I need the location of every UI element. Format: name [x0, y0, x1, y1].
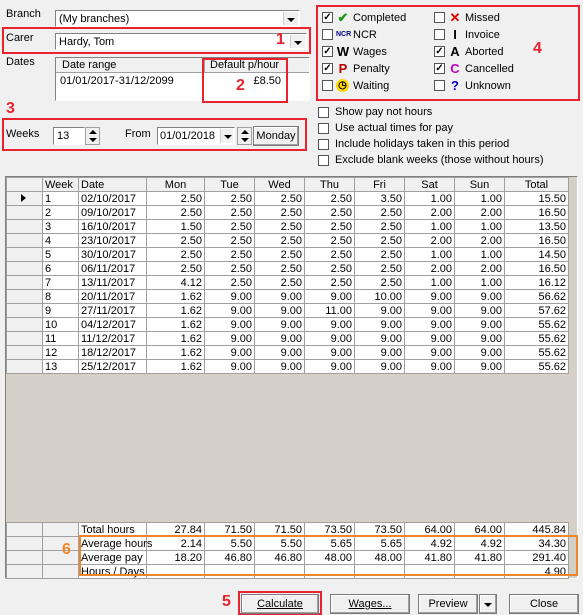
- legend-checkbox[interactable]: ✓: [323, 63, 332, 74]
- table-row[interactable]: [7, 304, 569, 318]
- table-cell: 2.50: [305, 248, 355, 262]
- table-cell: 30/10/2017: [79, 248, 147, 262]
- table-row[interactable]: [7, 332, 569, 346]
- row-indicator: [7, 262, 43, 276]
- table-cell: 18/12/2017: [79, 346, 147, 360]
- table-cell: 2.50: [355, 248, 405, 262]
- cross-icon: ✕: [449, 10, 461, 25]
- table-cell: 11: [43, 332, 79, 346]
- table-cell: 2.50: [255, 206, 305, 220]
- table-cell: 9.00: [405, 346, 455, 360]
- table-cell: 10: [43, 318, 79, 332]
- table-cell: 16/10/2017: [79, 220, 147, 234]
- table-cell: 1.00: [405, 192, 455, 206]
- aborted-icon: A: [450, 44, 460, 59]
- table-cell: 1.00: [455, 192, 505, 206]
- calculate-button[interactable]: [241, 594, 319, 614]
- table-cell: 9.00: [305, 318, 355, 332]
- table-row[interactable]: [7, 360, 569, 374]
- table-cell: 2.50: [255, 234, 305, 248]
- summary-cell: 5.65: [355, 537, 405, 551]
- summary-cell: 73.50: [355, 523, 405, 537]
- legend-label: Waiting: [353, 80, 390, 92]
- table-cell: 2.50: [355, 276, 405, 290]
- table-cell: 9.00: [305, 346, 355, 360]
- table-cell: 2.50: [205, 262, 255, 276]
- table-cell: 13/11/2017: [79, 276, 147, 290]
- table-row[interactable]: [7, 318, 569, 332]
- col-header-total[interactable]: Total: [505, 178, 569, 192]
- summary-cell: 46.80: [205, 551, 255, 565]
- legend-checkbox[interactable]: ✓: [435, 63, 444, 74]
- table-cell: 7: [43, 276, 79, 290]
- table-cell: 11.00: [305, 304, 355, 318]
- table-cell: 2.50: [305, 192, 355, 206]
- table-cell: 9.00: [405, 318, 455, 332]
- annotation-3: 3: [6, 100, 15, 117]
- table-cell: 2.50: [355, 206, 405, 220]
- table-cell: 9.00: [455, 318, 505, 332]
- check-icon: ✔: [337, 10, 349, 25]
- table-cell: 1.62: [147, 332, 205, 346]
- preview-button[interactable]: Preview: [418, 594, 478, 614]
- row-indicator: [7, 304, 43, 318]
- table-row[interactable]: [7, 276, 569, 290]
- table-cell: 55.62: [505, 318, 569, 332]
- summary-cell: 4.92: [455, 537, 505, 551]
- table-cell: 4: [43, 234, 79, 248]
- summary-label: Average pay: [79, 551, 147, 565]
- row-indicator: [43, 551, 79, 565]
- option-label: Use actual times for pay: [335, 122, 453, 134]
- highlight-box-1: [2, 27, 311, 54]
- pay-rate-value: £8.50: [253, 75, 281, 87]
- close-button[interactable]: Close: [509, 594, 579, 614]
- summary-cell: 41.80: [455, 551, 505, 565]
- table-cell: 25/12/2017: [79, 360, 147, 374]
- table-cell: 55.62: [505, 346, 569, 360]
- legend-label: Wages: [353, 46, 387, 58]
- summary-label: Hours / Days: [79, 565, 147, 579]
- table-row[interactable]: [7, 248, 569, 262]
- summary-cell: 71.50: [205, 523, 255, 537]
- summary-cell: 64.00: [405, 523, 455, 537]
- hours-grid[interactable]: [5, 176, 578, 579]
- col-header-thu[interactable]: Thu: [305, 178, 355, 192]
- annotation-4: 4: [533, 40, 542, 57]
- table-cell: 9.00: [355, 304, 405, 318]
- summary-cell: 291.40: [505, 551, 569, 565]
- legend-checkbox[interactable]: [434, 80, 445, 91]
- table-cell: 2.50: [147, 262, 205, 276]
- invoice-icon: I: [453, 27, 457, 42]
- row-indicator: [7, 523, 43, 537]
- table-row[interactable]: [7, 206, 569, 220]
- table-cell: 9.00: [355, 346, 405, 360]
- table-cell: 2.50: [205, 248, 255, 262]
- row-indicator: [7, 234, 43, 248]
- carer-value: Hardy, Tom: [59, 36, 115, 48]
- row-indicator: [7, 346, 43, 360]
- summary-label: Total hours: [79, 523, 147, 537]
- table-cell: 2.50: [305, 234, 355, 248]
- table-cell: 55.62: [505, 332, 569, 346]
- table-cell: 9.00: [205, 346, 255, 360]
- table-cell: 9.00: [455, 346, 505, 360]
- option-label: Include holidays taken in this period: [335, 138, 510, 150]
- table-cell: 2.50: [305, 276, 355, 290]
- table-cell: 9.00: [405, 360, 455, 374]
- row-indicator: [7, 206, 43, 220]
- row-indicator: [7, 220, 43, 234]
- table-cell: 4.12: [147, 276, 205, 290]
- table-cell: 2.50: [255, 220, 305, 234]
- row-indicator: [43, 523, 79, 537]
- legend-checkbox[interactable]: [322, 29, 333, 40]
- table-cell: 9.00: [205, 360, 255, 374]
- table-cell: 23/10/2017: [79, 234, 147, 248]
- summary-cell: 27.84: [147, 523, 205, 537]
- spin-down-icon[interactable]: [89, 138, 97, 142]
- wages-button[interactable]: [330, 594, 410, 614]
- table-cell: 2.00: [405, 206, 455, 220]
- summary-label: Average hours: [79, 537, 147, 551]
- table-cell: 1.50: [147, 220, 205, 234]
- row-indicator-header: [7, 178, 43, 192]
- summary-cell: 48.00: [355, 551, 405, 565]
- legend-label: Cancelled: [465, 63, 514, 75]
- table-cell: 11/12/2017: [79, 332, 147, 346]
- table-cell: 1.00: [405, 276, 455, 290]
- summary-cell: 445.84: [505, 523, 569, 537]
- table-cell: 2.50: [255, 276, 305, 290]
- summary-cell: 5.65: [305, 537, 355, 551]
- calculate-label: Calculate: [257, 598, 303, 610]
- branch-label: Branch: [6, 8, 41, 20]
- legend-checkbox[interactable]: ✓: [435, 46, 444, 57]
- summary-cell: 4.90: [505, 565, 569, 579]
- col-header-sat[interactable]: Sat: [405, 178, 455, 192]
- table-cell: 2.00: [455, 206, 505, 220]
- row-indicator: [7, 551, 43, 565]
- table-cell: 2: [43, 206, 79, 220]
- spin-down-icon[interactable]: [241, 138, 249, 142]
- weeks-value: 13: [57, 130, 70, 142]
- annotation-2: 2: [236, 77, 245, 94]
- col-header-week[interactable]: Week: [43, 178, 79, 192]
- row-indicator: [7, 248, 43, 262]
- table-cell: 9.00: [455, 332, 505, 346]
- table-cell: 2.50: [355, 262, 405, 276]
- from-date-value: 01/01/2018: [160, 130, 216, 142]
- spin-up-icon[interactable]: [241, 130, 249, 134]
- table-cell: 09/10/2017: [79, 206, 147, 220]
- table-cell: 9.00: [205, 318, 255, 332]
- option-label: Show pay not hours: [335, 106, 433, 118]
- option-label: Exclude blank weeks (those without hours): [335, 154, 544, 166]
- row-indicator: [7, 276, 43, 290]
- summary-cell: 2.14: [147, 537, 205, 551]
- summary-cell: 73.50: [305, 523, 355, 537]
- table-row[interactable]: [7, 290, 569, 304]
- table-cell: 16.50: [505, 234, 569, 248]
- table-row[interactable]: [7, 346, 569, 360]
- legend-label: Aborted: [465, 46, 504, 58]
- annotation-1: 1: [276, 31, 285, 48]
- table-cell: 55.62: [505, 360, 569, 374]
- table-cell: 1.62: [147, 360, 205, 374]
- table-cell: 6: [43, 262, 79, 276]
- table-row[interactable]: [7, 220, 569, 234]
- legend-label: Completed: [353, 12, 407, 24]
- table-cell: 1.00: [405, 248, 455, 262]
- option-checkbox[interactable]: [318, 139, 329, 150]
- table-cell: 9.00: [255, 332, 305, 346]
- table-cell: 14.50: [505, 248, 569, 262]
- dates-label: Dates: [6, 56, 35, 68]
- table-cell: 5: [43, 248, 79, 262]
- table-cell: 27/11/2017: [79, 304, 147, 318]
- current-row-indicator-icon: [7, 192, 43, 206]
- from-date-picker[interactable]: [157, 127, 235, 145]
- table-cell: 9.00: [455, 290, 505, 304]
- table-cell: 2.50: [255, 192, 305, 206]
- table-cell: 9.00: [305, 332, 355, 346]
- table-cell: 9.00: [355, 332, 405, 346]
- legend-checkbox[interactable]: [322, 80, 333, 91]
- col-header-wed[interactable]: Wed: [255, 178, 305, 192]
- table-cell: 9.00: [205, 332, 255, 346]
- table-cell: 06/11/2017: [79, 262, 147, 276]
- col-header-pay-label: Default p/hour: [210, 59, 280, 71]
- table-cell: 12: [43, 346, 79, 360]
- legend-label: Unknown: [465, 80, 511, 92]
- col-header-sun[interactable]: Sun: [455, 178, 505, 192]
- table-cell: 10.00: [355, 290, 405, 304]
- col-header-fri[interactable]: Fri: [355, 178, 405, 192]
- weeks-input[interactable]: [53, 127, 85, 145]
- grid-header-row: [7, 178, 569, 192]
- hours-table: [6, 177, 569, 374]
- option-checkbox[interactable]: [318, 123, 329, 134]
- table-cell: 3.50: [355, 192, 405, 206]
- table-cell: 2.50: [305, 206, 355, 220]
- summary-cell: 48.00: [305, 551, 355, 565]
- summary-cell: 46.80: [255, 551, 305, 565]
- table-cell: 9.00: [305, 290, 355, 304]
- col-header-tue[interactable]: Tue: [205, 178, 255, 192]
- table-cell: 15.50: [505, 192, 569, 206]
- table-cell: 8: [43, 290, 79, 304]
- table-cell: 9.00: [455, 360, 505, 374]
- table-cell: 9.00: [205, 304, 255, 318]
- table-cell: 9.00: [455, 304, 505, 318]
- table-cell: 1: [43, 192, 79, 206]
- table-cell: 13.50: [505, 220, 569, 234]
- row-indicator: [7, 318, 43, 332]
- col-header-range[interactable]: [56, 58, 205, 73]
- table-cell: 2.50: [305, 262, 355, 276]
- date-spinner[interactable]: [237, 127, 252, 145]
- option-checkbox[interactable]: [318, 155, 329, 166]
- from-label: From: [125, 128, 151, 140]
- row-indicator: [7, 332, 43, 346]
- ncr-icon: NCR: [336, 31, 352, 38]
- table-cell: 9.00: [355, 360, 405, 374]
- table-cell: 9: [43, 304, 79, 318]
- col-header-range-label: Date range: [62, 59, 117, 71]
- summary-cell: 5.50: [205, 537, 255, 551]
- table-cell: 9.00: [255, 290, 305, 304]
- table-cell: 2.50: [147, 248, 205, 262]
- table-cell: 2.50: [147, 234, 205, 248]
- table-cell: 9.00: [405, 304, 455, 318]
- table-cell: 2.00: [405, 234, 455, 248]
- table-cell: 2.50: [305, 220, 355, 234]
- table-cell: 1.00: [405, 220, 455, 234]
- monday-button[interactable]: Monday: [253, 126, 299, 146]
- table-cell: 2.50: [255, 248, 305, 262]
- table-cell: 2.00: [455, 234, 505, 248]
- table-cell: 2.00: [405, 262, 455, 276]
- table-row[interactable]: [7, 234, 569, 248]
- summary-cell: 41.80: [405, 551, 455, 565]
- table-cell: 16.50: [505, 206, 569, 220]
- highlight-box-2: [202, 58, 288, 103]
- legend-checkbox[interactable]: ✓: [323, 46, 332, 57]
- table-cell: 9.00: [255, 304, 305, 318]
- legend-checkbox[interactable]: ✓: [323, 12, 332, 23]
- highlight-box-6: [79, 535, 578, 576]
- penalty-icon: P: [338, 61, 348, 76]
- table-cell: 9.00: [255, 318, 305, 332]
- table-cell: 9.00: [205, 290, 255, 304]
- table-cell: 2.50: [205, 276, 255, 290]
- summary-cell: 64.00: [455, 523, 505, 537]
- summary-cell: 18.20: [147, 551, 205, 565]
- annotation-6: 6: [62, 541, 71, 558]
- summary-cell: 34.30: [505, 537, 569, 551]
- weeks-label: Weeks: [6, 128, 40, 140]
- table-cell: 16.50: [505, 262, 569, 276]
- legend-label: Penalty: [353, 63, 390, 75]
- table-cell: 16.12: [505, 276, 569, 290]
- table-cell: 1.62: [147, 290, 205, 304]
- carer-label: Carer: [6, 32, 34, 44]
- table-cell: 1.62: [147, 318, 205, 332]
- legend-label: NCR: [353, 29, 377, 41]
- row-indicator: [7, 360, 43, 374]
- legend-checkbox[interactable]: [434, 29, 445, 40]
- table-cell: 57.62: [505, 304, 569, 318]
- legend-label: Missed: [465, 12, 500, 24]
- table-cell: 1.62: [147, 346, 205, 360]
- annotation-5: 5: [222, 593, 231, 610]
- legend-label: Invoice: [465, 29, 500, 41]
- table-cell: 1.00: [455, 220, 505, 234]
- row-indicator: [43, 565, 79, 579]
- table-cell: 2.50: [355, 234, 405, 248]
- table-cell: 9.00: [405, 332, 455, 346]
- row-indicator: [7, 290, 43, 304]
- table-cell: 1.00: [455, 248, 505, 262]
- table-cell: 2.50: [205, 234, 255, 248]
- table-cell: 56.62: [505, 290, 569, 304]
- table-cell: 9.00: [305, 360, 355, 374]
- table-cell: 9.00: [405, 290, 455, 304]
- cancelled-icon: C: [450, 61, 460, 76]
- legend-checkbox[interactable]: [434, 12, 445, 23]
- row-indicator: [7, 565, 43, 579]
- branch-select[interactable]: [55, 10, 300, 27]
- table-cell: 2.50: [255, 262, 305, 276]
- branch-value: (My branches): [59, 13, 130, 25]
- table-cell: 2.00: [455, 262, 505, 276]
- wages-label: Wages...: [348, 598, 392, 610]
- summary-cell: 5.50: [255, 537, 305, 551]
- summary-cell: 4.92: [405, 537, 455, 551]
- table-row[interactable]: [7, 192, 569, 206]
- preview-dropdown-button[interactable]: [479, 594, 497, 614]
- table-cell: 04/12/2017: [79, 318, 147, 332]
- chevron-down-icon[interactable]: [283, 12, 298, 25]
- question-icon: ?: [451, 78, 459, 93]
- table-cell: 2.50: [205, 192, 255, 206]
- table-cell: 02/10/2017: [79, 192, 147, 206]
- spin-up-icon[interactable]: [89, 130, 97, 134]
- table-row[interactable]: [7, 262, 569, 276]
- summary-cell: 71.50: [255, 523, 305, 537]
- table-cell: 20/11/2017: [79, 290, 147, 304]
- table-cell: 1.62: [147, 304, 205, 318]
- table-cell: 2.50: [355, 220, 405, 234]
- table-cell: 13: [43, 360, 79, 374]
- table-cell: 9.00: [355, 318, 405, 332]
- table-cell: 2.50: [205, 206, 255, 220]
- date-range-value: 01/01/2017-31/12/2099: [60, 75, 174, 87]
- wages-icon: W: [336, 44, 350, 59]
- table-cell: 9.00: [255, 346, 305, 360]
- row-indicator: [43, 537, 79, 551]
- row-indicator: [7, 537, 43, 551]
- weeks-spinner[interactable]: [85, 127, 100, 145]
- table-cell: 1.00: [455, 276, 505, 290]
- option-checkbox[interactable]: [318, 107, 329, 118]
- table-cell: 2.50: [147, 206, 205, 220]
- col-header-mon[interactable]: Mon: [147, 178, 205, 192]
- clock-icon: ◷: [336, 79, 349, 92]
- table-cell: 2.50: [205, 220, 255, 234]
- chevron-down-icon[interactable]: [220, 129, 233, 143]
- table-cell: 9.00: [255, 360, 305, 374]
- chevron-down-icon: [484, 603, 492, 607]
- table-cell: 3: [43, 220, 79, 234]
- col-header-date[interactable]: Date: [79, 178, 147, 192]
- table-cell: 2.50: [147, 192, 205, 206]
